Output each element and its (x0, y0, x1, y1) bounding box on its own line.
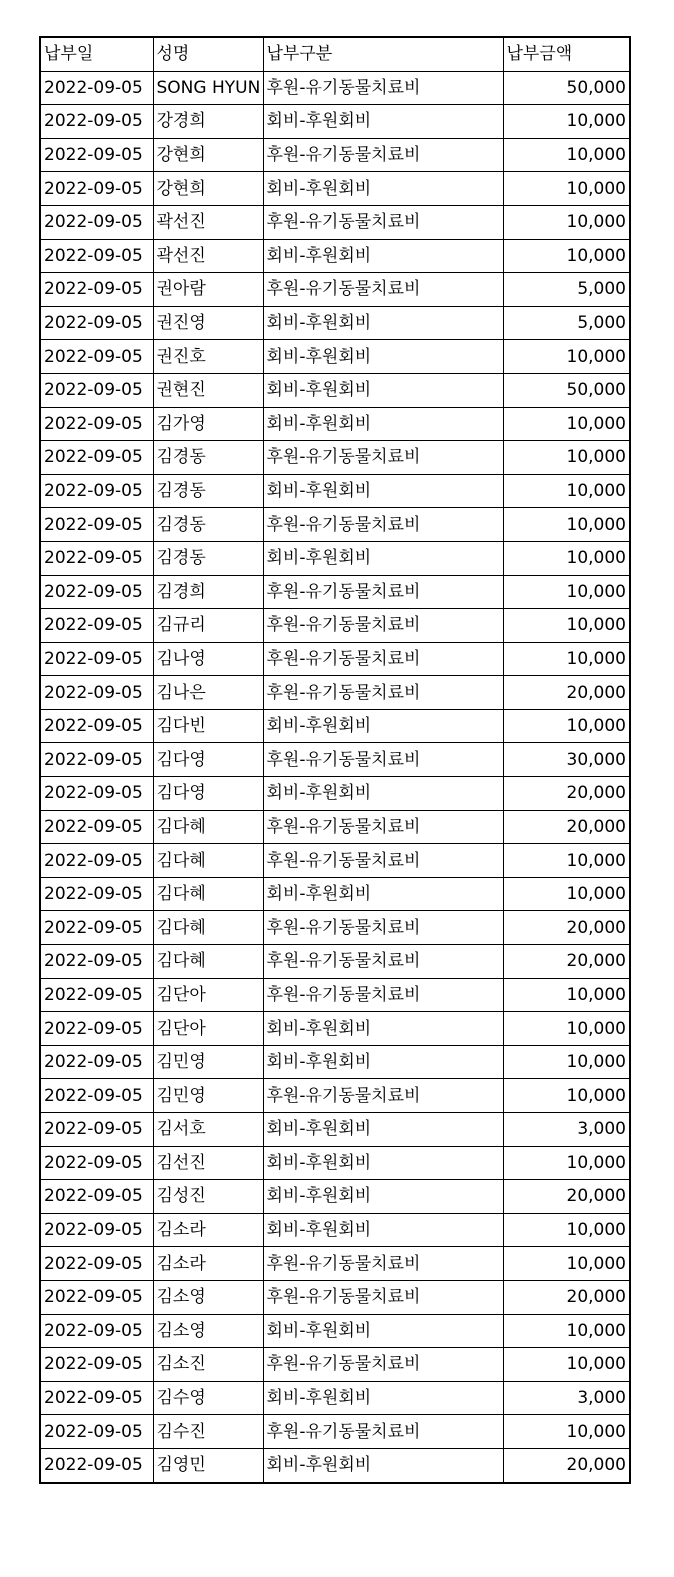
name-cell: 김성진 (153, 1180, 263, 1214)
payment-type-cell: 후원-유기동물치료비 (263, 1280, 503, 1314)
payment-date-cell: 2022-09-05 (40, 1247, 153, 1281)
payment-date-cell: 2022-09-05 (40, 1314, 153, 1348)
payment-date-cell: 2022-09-05 (40, 508, 153, 542)
table-row (40, 441, 630, 475)
payment-type-cell: 후원-유기동물치료비 (263, 609, 503, 643)
payment-date-cell: 2022-09-05 (40, 743, 153, 777)
payment-date-cell: 2022-09-05 (40, 441, 153, 475)
name-cell: 김다혜 (153, 945, 263, 979)
payment-amount-cell: 10,000 (503, 239, 630, 273)
payment-type-cell: 회비-후원회비 (263, 777, 503, 811)
payment-type-cell: 후원-유기동물치료비 (263, 978, 503, 1012)
table-header (40, 37, 630, 71)
payment-amount-cell: 10,000 (503, 205, 630, 239)
payment-type-cell: 후원-유기동물치료비 (263, 508, 503, 542)
table-row (40, 1045, 630, 1079)
payment-amount-cell: 10,000 (503, 609, 630, 643)
table-row (40, 474, 630, 508)
payment-type-cell: 회비-후원회비 (263, 105, 503, 139)
name-cell: 김소라 (153, 1247, 263, 1281)
payment-amount-cell: 10,000 (503, 844, 630, 878)
table-row (40, 1079, 630, 1113)
payment-type-cell: 회비-후원회비 (263, 1213, 503, 1247)
header-name: 성명 (153, 37, 263, 71)
payment-amount-cell: 10,000 (503, 105, 630, 139)
payment-amount-cell: 10,000 (503, 1079, 630, 1113)
table-row (40, 709, 630, 743)
payment-amount-cell: 50,000 (503, 373, 630, 407)
name-cell: 권진영 (153, 306, 263, 340)
payment-amount-cell: 10,000 (503, 1415, 630, 1449)
table-row (40, 945, 630, 979)
payment-amount-cell: 10,000 (503, 172, 630, 206)
payment-type-cell: 후원-유기동물치료비 (263, 138, 503, 172)
table-row (40, 642, 630, 676)
payment-amount-cell: 10,000 (503, 508, 630, 542)
payment-amount-cell: 10,000 (503, 541, 630, 575)
payment-type-cell: 회비-후원회비 (263, 239, 503, 273)
payment-type-cell: 후원-유기동물치료비 (263, 1247, 503, 1281)
payment-date-cell: 2022-09-05 (40, 810, 153, 844)
table-row (40, 407, 630, 441)
payment-type-cell: 회비-후원회비 (263, 1448, 503, 1482)
payment-amount-cell: 10,000 (503, 474, 630, 508)
name-cell: SONG HYUN (153, 71, 263, 105)
payment-amount-cell: 50,000 (503, 71, 630, 105)
name-cell: 김단아 (153, 1012, 263, 1046)
payment-date-cell: 2022-09-05 (40, 541, 153, 575)
payment-type-cell: 후원-유기동물치료비 (263, 575, 503, 609)
table-row (40, 105, 630, 139)
name-cell: 김영민 (153, 1448, 263, 1482)
payment-type-cell: 후원-유기동물치료비 (263, 642, 503, 676)
name-cell: 강경희 (153, 105, 263, 139)
payment-amount-cell: 10,000 (503, 1213, 630, 1247)
payment-amount-cell: 10,000 (503, 340, 630, 374)
name-cell: 김경동 (153, 541, 263, 575)
name-cell: 강현희 (153, 172, 263, 206)
table-row (40, 1247, 630, 1281)
payment-amount-cell: 10,000 (503, 709, 630, 743)
name-cell: 김규리 (153, 609, 263, 643)
name-cell: 김수진 (153, 1415, 263, 1449)
payment-date-cell: 2022-09-05 (40, 575, 153, 609)
payment-date-cell: 2022-09-05 (40, 945, 153, 979)
payment-date-cell: 2022-09-05 (40, 273, 153, 307)
payment-date-cell: 2022-09-05 (40, 407, 153, 441)
table-row (40, 306, 630, 340)
payment-date-cell: 2022-09-05 (40, 676, 153, 710)
payment-date-cell: 2022-09-05 (40, 1079, 153, 1113)
table-row (40, 138, 630, 172)
table-row (40, 1146, 630, 1180)
table-body (40, 71, 630, 1482)
name-cell: 김다영 (153, 743, 263, 777)
table-row (40, 575, 630, 609)
payment-amount-cell: 5,000 (503, 306, 630, 340)
table-row (40, 1415, 630, 1449)
name-cell: 김경동 (153, 508, 263, 542)
table-row (40, 911, 630, 945)
name-cell: 김다혜 (153, 810, 263, 844)
table-row (40, 1280, 630, 1314)
table-row (40, 1348, 630, 1382)
name-cell: 김소영 (153, 1314, 263, 1348)
payment-date-cell: 2022-09-05 (40, 877, 153, 911)
payment-amount-cell: 10,000 (503, 1045, 630, 1079)
name-cell: 김선진 (153, 1146, 263, 1180)
header-row (40, 37, 630, 71)
payment-amount-cell: 30,000 (503, 743, 630, 777)
name-cell: 김다영 (153, 777, 263, 811)
payment-type-cell: 회비-후원회비 (263, 709, 503, 743)
payment-amount-cell: 10,000 (503, 1012, 630, 1046)
name-cell: 김소영 (153, 1280, 263, 1314)
payment-amount-cell: 5,000 (503, 273, 630, 307)
payment-amount-cell: 10,000 (503, 138, 630, 172)
payment-type-cell: 회비-후원회비 (263, 1146, 503, 1180)
payment-date-cell: 2022-09-05 (40, 373, 153, 407)
table-row (40, 810, 630, 844)
payment-type-cell: 회비-후원회비 (263, 541, 503, 575)
payment-type-cell: 후원-유기동물치료비 (263, 810, 503, 844)
name-cell: 김민영 (153, 1079, 263, 1113)
name-cell: 김다혜 (153, 844, 263, 878)
table-row (40, 777, 630, 811)
payment-amount-cell: 20,000 (503, 911, 630, 945)
header-payment-date: 납부일 (40, 37, 153, 71)
payment-type-cell: 회비-후원회비 (263, 1314, 503, 1348)
payment-date-cell: 2022-09-05 (40, 205, 153, 239)
name-cell: 김다혜 (153, 877, 263, 911)
table-row (40, 676, 630, 710)
table-row (40, 877, 630, 911)
payment-type-cell: 후원-유기동물치료비 (263, 205, 503, 239)
name-cell: 권진호 (153, 340, 263, 374)
table-row (40, 508, 630, 542)
payment-amount-cell: 20,000 (503, 676, 630, 710)
payment-type-cell: 후원-유기동물치료비 (263, 441, 503, 475)
payment-type-cell: 후원-유기동물치료비 (263, 1415, 503, 1449)
table-row (40, 239, 630, 273)
table-row (40, 609, 630, 643)
payment-amount-cell: 20,000 (503, 810, 630, 844)
payment-amount-cell: 20,000 (503, 1180, 630, 1214)
table-row (40, 172, 630, 206)
table-row (40, 743, 630, 777)
table-row (40, 844, 630, 878)
table-row (40, 541, 630, 575)
payment-date-cell: 2022-09-05 (40, 1213, 153, 1247)
payment-amount-cell: 10,000 (503, 1348, 630, 1382)
table-row (40, 273, 630, 307)
name-cell: 김소진 (153, 1348, 263, 1382)
payment-date-cell: 2022-09-05 (40, 609, 153, 643)
payment-amount-cell: 3,000 (503, 1381, 630, 1415)
table-row (40, 340, 630, 374)
payment-date-cell: 2022-09-05 (40, 642, 153, 676)
payment-date-cell: 2022-09-05 (40, 105, 153, 139)
table-row (40, 1180, 630, 1214)
payment-date-cell: 2022-09-05 (40, 1448, 153, 1482)
payment-date-cell: 2022-09-05 (40, 172, 153, 206)
header-payment-amount: 납부금액 (503, 37, 630, 71)
payment-date-cell: 2022-09-05 (40, 978, 153, 1012)
payment-type-cell: 후원-유기동물치료비 (263, 1079, 503, 1113)
payment-date-cell: 2022-09-05 (40, 1146, 153, 1180)
payment-date-cell: 2022-09-05 (40, 1280, 153, 1314)
table-row (40, 1113, 630, 1147)
payment-date-cell: 2022-09-05 (40, 911, 153, 945)
table-row (40, 373, 630, 407)
table-row (40, 1012, 630, 1046)
name-cell: 권아람 (153, 273, 263, 307)
payment-date-cell: 2022-09-05 (40, 239, 153, 273)
table-row (40, 205, 630, 239)
name-cell: 김경동 (153, 441, 263, 475)
payment-type-cell: 회비-후원회비 (263, 1381, 503, 1415)
payment-amount-cell: 10,000 (503, 1146, 630, 1180)
payment-amount-cell: 10,000 (503, 1314, 630, 1348)
payment-date-cell: 2022-09-05 (40, 709, 153, 743)
table-row (40, 1381, 630, 1415)
payment-type-cell: 후원-유기동물치료비 (263, 911, 503, 945)
name-cell: 김가영 (153, 407, 263, 441)
name-cell: 김다혜 (153, 911, 263, 945)
header-payment-type: 납부구분 (263, 37, 503, 71)
payment-amount-cell: 10,000 (503, 407, 630, 441)
name-cell: 곽선진 (153, 239, 263, 273)
payment-amount-cell: 20,000 (503, 777, 630, 811)
payment-date-cell: 2022-09-05 (40, 1180, 153, 1214)
name-cell: 곽선진 (153, 205, 263, 239)
name-cell: 권현진 (153, 373, 263, 407)
payment-amount-cell: 10,000 (503, 575, 630, 609)
table-row (40, 1448, 630, 1482)
payment-type-cell: 후원-유기동물치료비 (263, 1348, 503, 1382)
payment-amount-cell: 10,000 (503, 642, 630, 676)
payment-type-cell: 회비-후원회비 (263, 1113, 503, 1147)
payment-type-cell: 회비-후원회비 (263, 172, 503, 206)
payment-type-cell: 후원-유기동물치료비 (263, 743, 503, 777)
payment-type-cell: 후원-유기동물치료비 (263, 71, 503, 105)
name-cell: 김민영 (153, 1045, 263, 1079)
payment-amount-cell: 10,000 (503, 877, 630, 911)
payment-type-cell: 회비-후원회비 (263, 306, 503, 340)
payment-type-cell: 회비-후원회비 (263, 1045, 503, 1079)
payment-type-cell: 회비-후원회비 (263, 1180, 503, 1214)
payment-date-cell: 2022-09-05 (40, 777, 153, 811)
payment-date-cell: 2022-09-05 (40, 340, 153, 374)
name-cell: 김다빈 (153, 709, 263, 743)
table-row (40, 1314, 630, 1348)
table-row (40, 71, 630, 105)
payment-date-cell: 2022-09-05 (40, 844, 153, 878)
payment-date-cell: 2022-09-05 (40, 306, 153, 340)
payment-type-cell: 후원-유기동물치료비 (263, 844, 503, 878)
payment-date-cell: 2022-09-05 (40, 1012, 153, 1046)
payment-date-cell: 2022-09-05 (40, 1381, 153, 1415)
payment-type-cell: 회비-후원회비 (263, 407, 503, 441)
payment-date-cell: 2022-09-05 (40, 1415, 153, 1449)
name-cell: 강현희 (153, 138, 263, 172)
name-cell: 김경희 (153, 575, 263, 609)
payment-amount-cell: 20,000 (503, 1448, 630, 1482)
name-cell: 김수영 (153, 1381, 263, 1415)
payment-amount-cell: 10,000 (503, 1247, 630, 1281)
payment-type-cell: 후원-유기동물치료비 (263, 273, 503, 307)
payment-type-cell: 회비-후원회비 (263, 1012, 503, 1046)
donation-ledger-table (39, 36, 631, 1484)
payment-amount-cell: 3,000 (503, 1113, 630, 1147)
payment-type-cell: 회비-후원회비 (263, 474, 503, 508)
payment-amount-cell: 10,000 (503, 978, 630, 1012)
payment-type-cell: 회비-후원회비 (263, 340, 503, 374)
payment-date-cell: 2022-09-05 (40, 1348, 153, 1382)
name-cell: 김나은 (153, 676, 263, 710)
name-cell: 김서호 (153, 1113, 263, 1147)
payment-type-cell: 회비-후원회비 (263, 877, 503, 911)
payment-type-cell: 후원-유기동물치료비 (263, 945, 503, 979)
name-cell: 김경동 (153, 474, 263, 508)
payment-amount-cell: 10,000 (503, 441, 630, 475)
payment-amount-cell: 20,000 (503, 945, 630, 979)
name-cell: 김단아 (153, 978, 263, 1012)
payment-date-cell: 2022-09-05 (40, 138, 153, 172)
payment-type-cell: 회비-후원회비 (263, 373, 503, 407)
payment-amount-cell: 20,000 (503, 1280, 630, 1314)
payment-type-cell: 후원-유기동물치료비 (263, 676, 503, 710)
payment-date-cell: 2022-09-05 (40, 474, 153, 508)
payment-date-cell: 2022-09-05 (40, 1113, 153, 1147)
payment-date-cell: 2022-09-05 (40, 1045, 153, 1079)
payment-date-cell: 2022-09-05 (40, 71, 153, 105)
name-cell: 김소라 (153, 1213, 263, 1247)
table-row (40, 1213, 630, 1247)
table-row (40, 978, 630, 1012)
name-cell: 김나영 (153, 642, 263, 676)
